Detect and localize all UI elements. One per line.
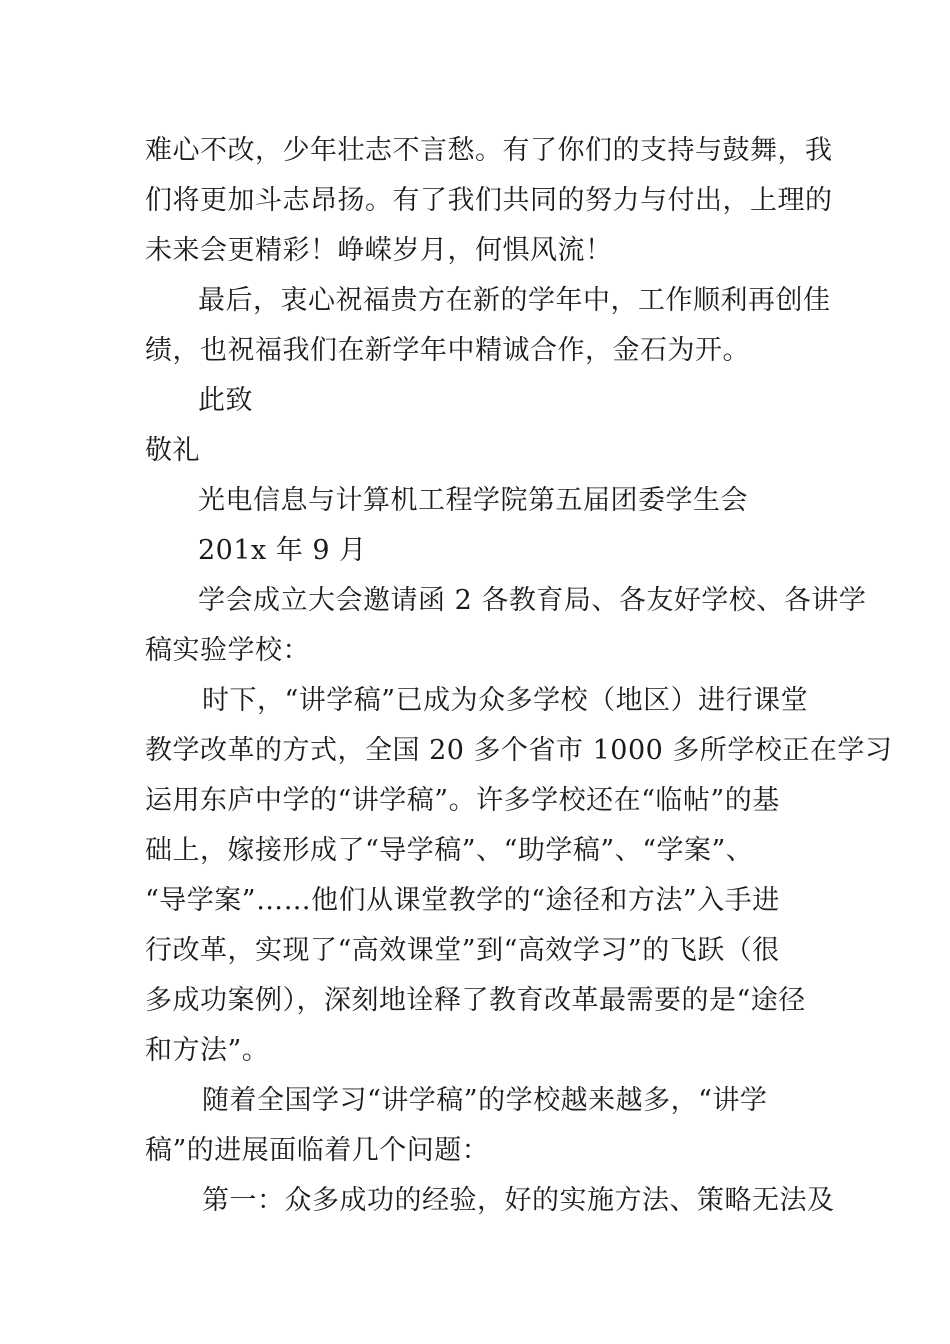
text-line: “导学案”……他们从课堂教学的“途径和方法”入手进 (145, 885, 780, 916)
text-line: 们将更加斗志昂扬。有了我们共同的努力与付出，上理的 (145, 185, 833, 216)
text-line: 时下，“讲学稿”已成为众多学校（地区）进行课堂 (202, 685, 809, 716)
salutation-line: 敬礼 (145, 435, 200, 466)
text-line: 学会成立大会邀请函 2 各教育局、各友好学校、各讲学 (198, 585, 867, 616)
text-line: 教学改革的方式，全国 20 多个省市 1000 多所学校正在学习 (145, 735, 893, 766)
salutation-line: 此致 (198, 385, 253, 416)
text-line: 稿实验学校： (145, 635, 310, 666)
signature-org: 光电信息与计算机工程学院第五届团委学生会 (198, 485, 748, 516)
text-line: 第一：众多成功的经验，好的实施方法、策略无法及 (202, 1185, 835, 1216)
text-line: 未来会更精彩！峥嵘岁月，何惧风流！ (145, 235, 613, 266)
text-line: 随着全国学习“讲学稿”的学校越来越多，“讲学 (202, 1085, 768, 1116)
text-line: 稿”的进展面临着几个问题： (145, 1135, 490, 1166)
text-line: 多成功案例），深刻地诠释了教育改革最需要的是“途径 (145, 985, 806, 1016)
text-line: 础上，嫁接形成了“导学稿”、“助学稿”、“学案”、 (145, 835, 754, 866)
text-line: 和方法”。 (145, 1035, 270, 1066)
signature-date: 201x 年 9 月 (198, 535, 367, 566)
text-line: 绩，也祝福我们在新学年中精诚合作，金石为开。 (145, 335, 750, 366)
text-line: 运用东庐中学的“讲学稿”。许多学校还在“临帖”的基 (145, 785, 780, 816)
text-line: 难心不改，少年壮志不言愁。有了你们的支持与鼓舞，我 (145, 135, 833, 166)
text-line: 最后，衷心祝福贵方在新的学年中，工作顺利再创佳 (198, 285, 831, 316)
text-line: 行改革，实现了“高效课堂”到“高效学习”的飞跃（很 (145, 935, 780, 966)
